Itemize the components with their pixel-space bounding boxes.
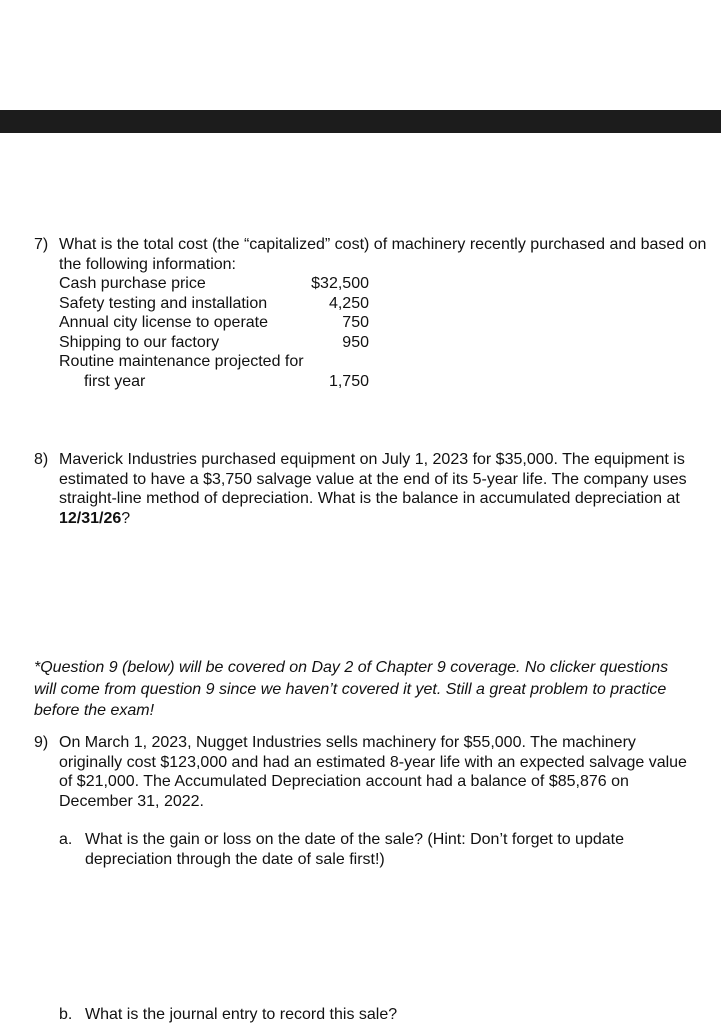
cost-label: first year [84,372,146,390]
cost-value: 4,250 [328,294,369,312]
cost-value: 1,750 [328,372,369,390]
question-9a-text: What is the gain or loss on the date of the sale? (Hint: Don’t forget to update depreciation through the date of sale first!) [85,831,624,868]
cost-label: Annual city license to operate [59,314,269,331]
question-8-text-end: ? [121,509,131,527]
cost-label: Safety testing and installation [59,294,268,312]
top-black-bar [0,110,721,133]
cost-value: $32,500 [311,275,369,292]
question-9-number: 9) [34,734,49,751]
question-9b-text: What is the journal entry to record this sale? [85,1006,398,1023]
question-9-text: On March 1, 2023, Nugget Industries sells machinery for $55,000. The machinery originally cost $123,000 and had an estimated 8-year life with an expected salvage value of $21,000. The Accumulated Depreciation account had a balance of $85,876 on December 31, 2022. [59,734,687,810]
cost-label: Routine maintenance projected for [59,353,304,370]
question-8-text [59,450,709,528]
cost-value: 950 [342,333,369,351]
question-7-number: 7) [34,236,49,253]
question-7-text: What is the total cost (the “capitalized” cost) of machinery recently purchased and based on the following information: [59,236,707,273]
question-9b-letter: b. [59,1006,73,1023]
question-9-note: *Question 9 (below) will be covered on Day 2 of Chapter 9 coverage. No clicker questions will come from question 9 since we haven’t covered it yet. Still a great problem to practice before the exam! [34,659,669,719]
cost-row [59,294,369,314]
question-9a-letter: a. [59,831,73,848]
question-8-text-part: Maverick Industries purchased equipment on July 1, 2023 for $35,000. The equipment is estimated to have a $3,750 salvage value at the end of its 5-year life. The company uses straight-line method of depreciation. What is the balance in accumulated depreciation at [59,451,687,507]
cost-row [59,313,369,333]
question-8-number: 8) [34,451,49,468]
cost-row [59,274,369,294]
question-8-date: 12/31/26 [59,509,122,527]
cost-value: 750 [342,314,369,331]
cost-row [59,333,369,353]
cost-label: Cash purchase price [59,275,206,292]
cost-row [59,372,369,392]
cost-label: Shipping to our factory [59,333,220,351]
cost-row [59,352,369,372]
